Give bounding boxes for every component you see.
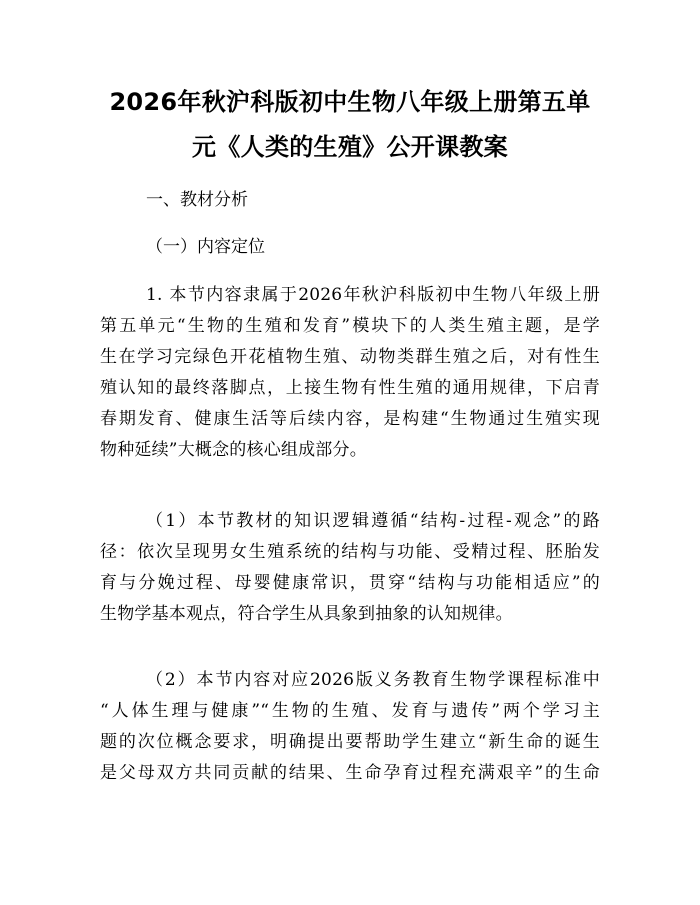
paragraph-line: 1. 本节内容隶属于2026年秋沪科版初中生物八年级上册: [146, 285, 600, 305]
paragraph-line: 题的次位概念要求，明确提出要帮助学生建立“新生命的诞生: [100, 732, 600, 752]
document-title-line-1: 2026年秋沪科版初中生物八年级上册第五单: [109, 88, 591, 116]
paragraph-line: 径：依次呈现男女生殖系统的结构与功能、受精过程、胚胎发: [100, 542, 600, 562]
paragraph-line: “人体生理与健康”“生物的生殖、发育与遗传”两个学习主: [100, 701, 600, 721]
subsection-heading-content-positioning: （一）内容定位: [146, 237, 265, 257]
paragraph-1: [100, 280, 600, 466]
paragraph-line: 生在学习完绿色开花植物生殖、动物类群生殖之后，对有性生: [100, 347, 600, 367]
paragraph-line: 殖认知的最终落脚点，上接生物有性生殖的通用规律，下启青: [100, 378, 600, 398]
paragraph-2: [100, 506, 600, 630]
paragraph-line: （1）本节教材的知识逻辑遵循“结构-过程-观念”的路: [146, 511, 600, 531]
paragraph-line: 第五单元“生物的生殖和发育”模块下的人类生殖主题，是学: [100, 316, 600, 336]
paragraph-3: [100, 665, 600, 789]
paragraph-line: 物种延续”大概念的核心组成部分。: [100, 440, 367, 460]
document-title-line-2: 元《人类的生殖》公开课教案: [192, 133, 508, 161]
paragraph-line: 生物学基本观点，符合学生从具象到抽象的认知规律。: [100, 604, 513, 624]
paragraph-line: 是父母双方共同贡献的结果、生命孕育过程充满艰辛”的生命: [100, 763, 600, 783]
paragraph-line: （2）本节内容对应2026版义务教育生物学课程标准中: [146, 670, 600, 690]
section-heading-textbook-analysis: 一、教材分析: [146, 190, 248, 210]
paragraph-line: 育与分娩过程、母婴健康常识，贯穿“结构与功能相适应”的: [100, 573, 600, 593]
paragraph-line: 春期发育、健康生活等后续内容，是构建“生物通过生殖实现: [100, 409, 600, 429]
